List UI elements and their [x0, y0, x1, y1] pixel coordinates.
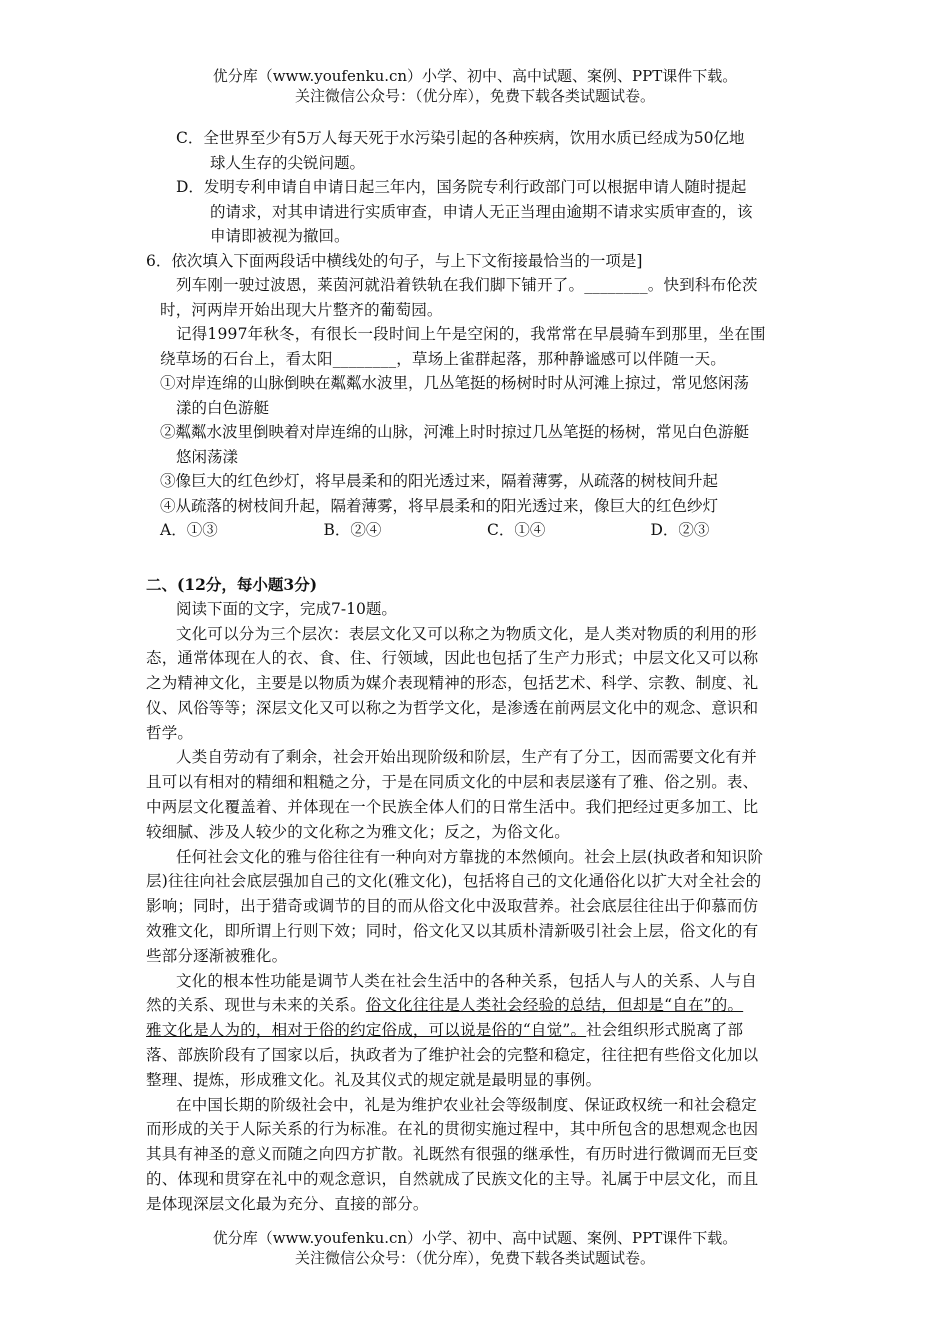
q6-choices: [160, 518, 814, 543]
choice-a: A．①③: [160, 521, 218, 539]
page-footer: [0, 1228, 950, 1268]
footer-line-2: 关注微信公众号：（优分库），免费下载各类试题试卷。: [294, 1249, 655, 1267]
q6-passage-1: 列车刚一驶过波恩，莱茵河就沿着铁轨在我们脚下铺开了。________。快到科布伦茨 时，河两岸开始出现大片整齐的葡萄园。: [160, 276, 758, 319]
q6-item-3: ③像巨大的红色纱灯，将早晨柔和的阳光透过来，隔着薄雾，从疏落的树枝间升起: [160, 472, 719, 490]
section-2-title: 二、(12分，每小题3分): [146, 574, 318, 594]
q6-passage-2: 记得1997年秋冬，有很长一段时间上午是空闲的，我常常在早晨骑车到那里，坐在围 绕草场的石台上，看太阳________，草场上雀群起落，那种静谧感可以伴随一天。: [160, 325, 766, 368]
page-header: [0, 66, 950, 106]
q5-option-c: C．全世界至少有5万人每天死于水污染引起的各种疾病，饮用水质已经成为50亿地 球人生存的尖锐问题。: [176, 129, 745, 172]
section-2-instruction: 阅读下面的文字，完成7-10题。: [176, 600, 397, 618]
q5-option-d: D．发明专利申请自申请日起三年内，国务院专利行政部门可以根据申请人随时提起 的请求，对其申请进行实质审查，申请人无正当理由逾期不请求实质审查的，该 申请即被视为撤回。: [176, 178, 753, 245]
q6-item-1: ①对岸连绵的山脉倒映在粼粼水波里，几丛笔挺的杨树时时从河滩上掠过，常见悠闲荡 漾的白色游艇: [160, 374, 750, 417]
underlined-sentence-1: 俗文化往往是人类社会经验的总结，但却是“自在”的。: [365, 996, 744, 1015]
choice-c: C．①④: [487, 521, 546, 539]
header-line-2: 关注微信公众号：（优分库），免费下载各类试题试卷。: [294, 87, 655, 105]
choice-d: D．②③: [650, 521, 710, 539]
document-body: [146, 126, 814, 1217]
passage-paragraph-1: 文化可以分为三个层次：表层文化又可以称之为物质文化，是人类对物质的利用的形 态，通常体现在人的衣、食、住、行领域，因此也包括了生产力形式；中层文化又可以称 之为精神文化，主要是以物质为媒介表现精神的形态，包括艺术、科学、宗教、制度、礼 仪、风俗等等；深层文化又可以称之为哲学文化，是渗透在前两层文化中的观念、意识和 哲学。: [146, 624, 759, 742]
header-line-1: 优分库（www.youfenku.cn）小学、初中、高中试题、案例、PPT课件下载。: [212, 67, 738, 85]
q6-item-2: ②粼粼水波里倒映着对岸连绵的山脉，河滩上时时掠过几丛笔挺的杨树，常见白色游艇 悠闲荡漾: [160, 423, 750, 466]
q6-item-4: ④从疏落的树枝间升起，隔着薄雾，将早晨柔和的阳光透过来，像巨大的红色纱灯: [160, 496, 719, 515]
footer-line-1: 优分库（www.youfenku.cn）小学、初中、高中试题、案例、PPT课件下载。: [212, 1229, 738, 1247]
choice-b: B．②④: [323, 521, 382, 539]
passage-paragraph-2: 人类自劳动有了剩余，社会开始出现阶级和阶层，生产有了分工，因而需要文化有并 且可以有相对的精细和粗糙之分，于是在同质文化的中层和表层遂有了雅、俗之别。表、 中两层文化覆盖着、并体现在一个民族全体人们的日常生活中。我们把经过更多加工、比 较细腻、涉及人较少的文化称之为雅文化；反之，为俗文化。: [146, 748, 759, 841]
q6-stem: 6．依次填入下面两段话中横线处的句子，与上下文衔接最恰当的一项是]: [146, 251, 643, 270]
passage-paragraph-5: 在中国长期的阶级社会中，礼是为维护农业社会等级制度、保证政权统一和社会稳定 而形成的关于人际关系的行为标准。在礼的贯彻实施过程中，其中所包含的思想观念也因 其具有神圣的意义而随之向四方扩散。礼既然有很强的继承性，有历时进行微调而无巨变 的、体现和贯穿在礼中的观念意识，自然就成了民族文化的主导。礼属于中层文化，而且 是体现深层文化最为充分、直接的部分。: [146, 1095, 759, 1213]
reading-passage: [146, 622, 814, 1217]
underlined-sentence-2: 雅文化是人为的，相对于俗的约定俗成，可以说是俗的“自觉”。: [146, 1021, 587, 1040]
passage-paragraph-4: 文化的根本性功能是调节人类在社会生活中的各种关系，包括人与人的关系、人与自 然的关系、现世与未来的关系。俗文化往往是人类社会经验的总结，但却是“自在”的。 雅文化是人为的，相对于俗的约定俗成，可以说是俗的“自觉”。社会组织形式脱离了部 落、部族阶段有了国家以后，执政者为了维护社会的完整和稳定，往往把有些俗文化加以 整理、提炼，形成雅文化。礼及其仪式的规定就是最明显的事例。: [146, 971, 759, 1089]
passage-paragraph-3: 任何社会文化的雅与俗往往有一种向对方靠拢的本然倾向。社会上层(执政者和知识阶 层)往往向社会底层强加自己的文化(雅文化)，包括将自己的文化通俗化以扩大对全社会的 影响；同时，出于猎奇或调节的目的而从俗文化中汲取营养。社会底层往往出于仰慕而仿 效雅文化，即所谓上行则下效；同时，俗文化又以其质朴清新吸引社会上层，俗文化的有 些部分逐渐被雅化。: [146, 847, 764, 965]
